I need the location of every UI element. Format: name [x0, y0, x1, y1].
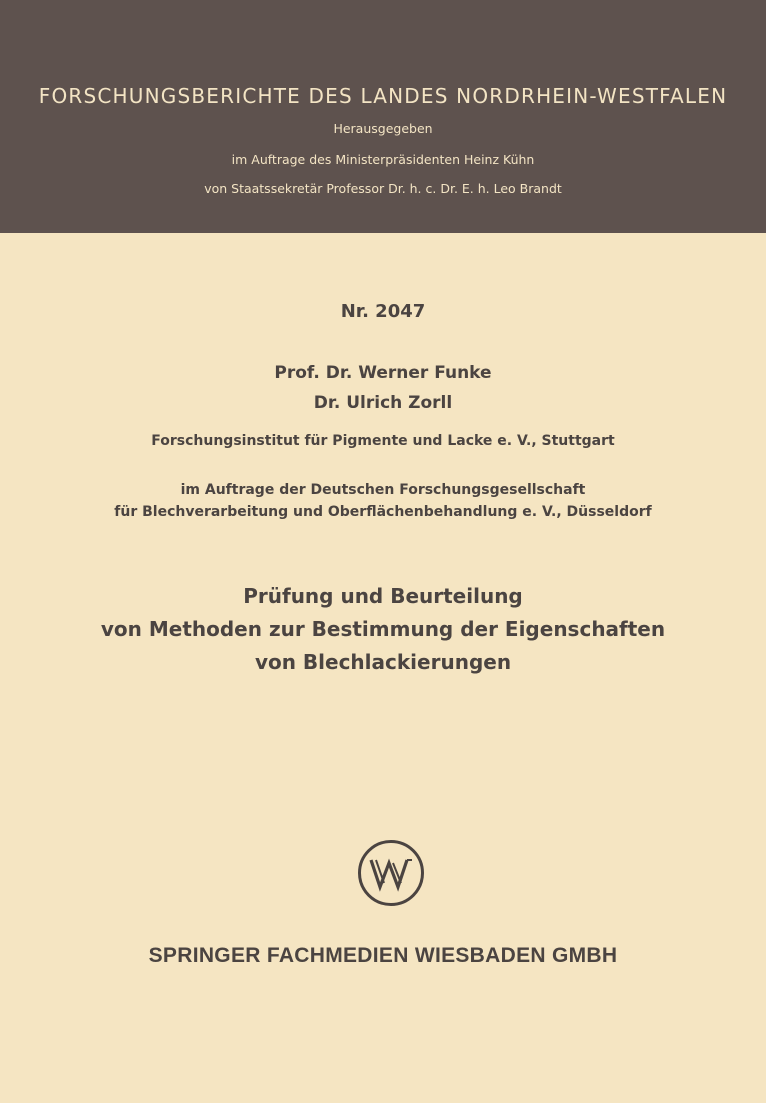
book-title-line-3: von Blechlackierungen: [254, 650, 512, 674]
series-header-band: [0, 0, 766, 233]
commissioned-by-line: im Auftrage des Ministerpräsidenten Heinz Kühn: [231, 152, 535, 167]
publisher-logo-icon: [357, 839, 425, 907]
report-number: Nr. 2047: [340, 301, 426, 322]
commission-line-1: im Auftrage der Deutschen Forschungsgesellschaft: [180, 482, 586, 498]
editor-label: Herausgegeben: [333, 121, 433, 136]
institute: Forschungsinstitut für Pigmente und Lacke e. V., Stuttgart: [151, 433, 615, 449]
author-2: Dr. Ulrich Zorll: [313, 393, 453, 413]
book-title-line-2: von Methoden zur Bestimmung der Eigenschaften: [100, 617, 666, 641]
publisher-name: SPRINGER FACHMEDIEN WIESBADEN GMBH: [148, 944, 618, 967]
author-1: Prof. Dr. Werner Funke: [274, 363, 492, 383]
book-title-line-1: Prüfung und Beurteilung: [243, 584, 523, 608]
commission-line-2: für Blechverarbeitung und Oberflächenbehandlung e. V., Düsseldorf: [114, 504, 652, 520]
editor-name-line: von Staatssekretär Professor Dr. h. c. Dr. E. h. Leo Brandt: [204, 181, 562, 196]
series-title: FORSCHUNGSBERICHTE DES LANDES NORDRHEIN-WESTFALEN: [38, 84, 728, 108]
